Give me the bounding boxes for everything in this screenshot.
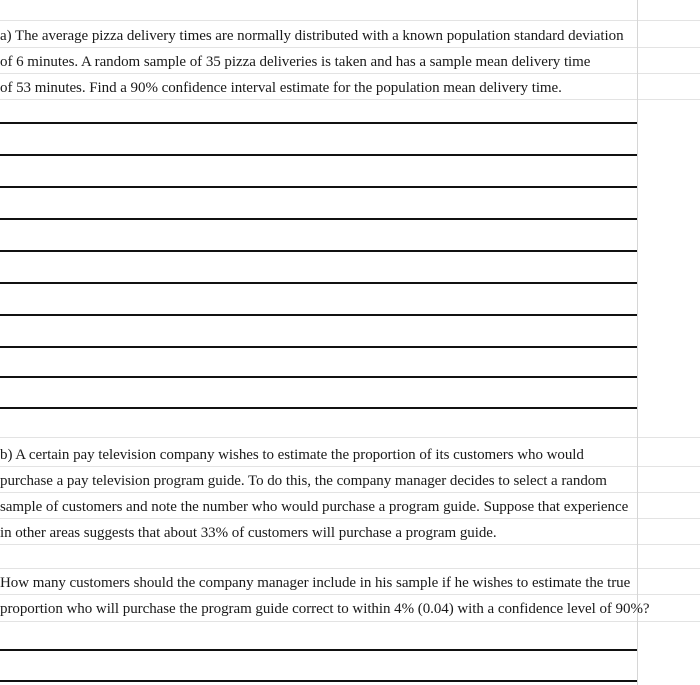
question-a-line-3: of 53 minutes. Find a 90% confidence interval estimate for the population mean delivery time. bbox=[0, 80, 562, 96]
grid-row-line bbox=[0, 437, 700, 438]
question-a-line-2: of 6 minutes. A random sample of 35 pizza deliveries is taken and has a sample mean delivery time bbox=[0, 54, 591, 70]
question-b-line-2: purchase a pay television program guide. To do this, the company manager decides to select a random bbox=[0, 473, 607, 489]
answer-line[interactable] bbox=[0, 649, 637, 651]
question-b-prompt-line-1: How many customers should the company manager include in his sample if he wishes to estimate the true bbox=[0, 575, 631, 591]
answer-line[interactable] bbox=[0, 680, 637, 682]
question-b-line-1: b) A certain pay television company wishes to estimate the proportion of its customers who would bbox=[0, 447, 584, 463]
question-b-prompt-line-2: proportion who will purchase the program guide correct to within 4% (0.04) with a confidence level of 90%? bbox=[0, 601, 650, 617]
answer-line[interactable] bbox=[0, 122, 637, 124]
answer-line[interactable] bbox=[0, 314, 637, 316]
answer-line[interactable] bbox=[0, 218, 637, 220]
answer-line[interactable] bbox=[0, 250, 637, 252]
answer-line[interactable] bbox=[0, 186, 637, 188]
question-b-line-4: in other areas suggests that about 33% of customers will purchase a program guide. bbox=[0, 525, 497, 541]
answer-line[interactable] bbox=[0, 154, 637, 156]
grid-row-line bbox=[0, 20, 700, 21]
answer-line[interactable] bbox=[0, 346, 637, 348]
question-a-line-1: a) The average pizza delivery times are normally distributed with a known population standard deviation bbox=[0, 28, 624, 44]
grid-row-line bbox=[0, 568, 700, 569]
answer-line[interactable] bbox=[0, 282, 637, 284]
question-b-line-3: sample of customers and note the number who would purchase a program guide. Suppose that experience bbox=[0, 499, 629, 515]
answer-line[interactable] bbox=[0, 407, 637, 409]
answer-line[interactable] bbox=[0, 376, 637, 378]
